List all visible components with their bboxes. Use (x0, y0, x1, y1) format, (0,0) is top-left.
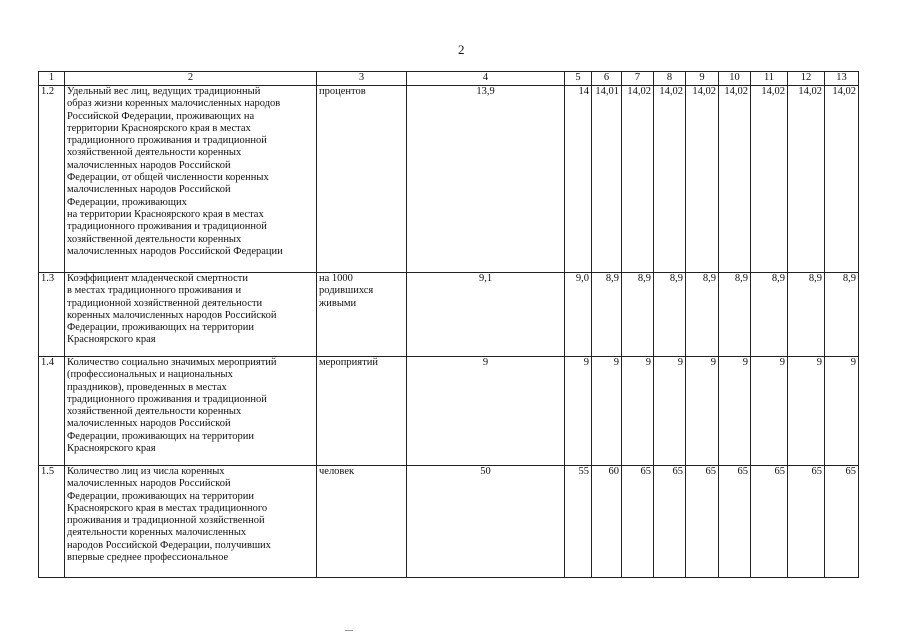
value-col-9: 9 (686, 357, 719, 466)
indicator-description (65, 466, 317, 578)
description-line: Красноярского края (67, 334, 156, 346)
value-col-12: 65 (788, 466, 825, 578)
value-col-6: 60 (592, 466, 622, 578)
value-col-8: 65 (654, 466, 686, 578)
value-col-4: 13,9 (407, 86, 565, 273)
value-col-11: 9 (751, 357, 788, 466)
description-line: (профессиональных и национальных (67, 369, 233, 381)
description-line: Удельный вес лиц, ведущих традиционный (67, 86, 261, 97)
table-row (39, 273, 859, 357)
column-number-4: 4 (407, 72, 565, 86)
value-col-5: 55 (565, 466, 592, 578)
row-number: 1.5 (39, 466, 65, 578)
column-number-row (39, 72, 859, 86)
value-col-6: 14,01 (592, 86, 622, 273)
value-col-13: 65 (825, 466, 859, 578)
value-col-7: 9 (622, 357, 654, 466)
description-line: образ жизни коренных малочисленных народов (67, 98, 281, 110)
column-number-6: 6 (592, 72, 622, 86)
description-line: традиционного проживания и традиционной (67, 393, 267, 405)
description-line: малочисленных народов Российской (67, 418, 231, 430)
description-line: территории Красноярского края в местах (67, 122, 251, 134)
unit-line: процентов (319, 86, 366, 97)
description-line: Федерации, проживающих на территории (67, 490, 254, 502)
description-line: хозяйственной деятельности коренных (67, 147, 242, 159)
unit-of-measure (317, 357, 407, 466)
unit-line: мероприятий (319, 357, 378, 368)
description-line: малочисленных народов Российской (67, 159, 231, 171)
scan-artifact (345, 630, 353, 631)
value-col-12: 8,9 (788, 273, 825, 357)
column-number-2: 2 (65, 72, 317, 86)
indicator-description (65, 273, 317, 357)
unit-line: родившихся (319, 285, 374, 297)
column-number-7: 7 (622, 72, 654, 86)
value-col-9: 8,9 (686, 273, 719, 357)
value-col-5: 9 (565, 357, 592, 466)
value-col-12: 9 (788, 357, 825, 466)
value-col-10: 8,9 (719, 273, 751, 357)
row-number: 1.4 (39, 357, 65, 466)
value-col-10: 65 (719, 466, 751, 578)
value-col-8: 14,02 (654, 86, 686, 273)
value-col-6: 9 (592, 357, 622, 466)
value-col-4: 9 (407, 357, 565, 466)
column-number-8: 8 (654, 72, 686, 86)
value-col-13: 14,02 (825, 86, 859, 273)
description-line: коренных малочисленных народов Российской (67, 309, 277, 321)
value-col-11: 8,9 (751, 273, 788, 357)
description-line: впервые среднее профессиональное (67, 552, 229, 564)
unit-line: на 1000 (319, 273, 353, 284)
description-line: хозяйственной деятельности коренных (67, 233, 242, 245)
description-line: проживания и традиционной хозяйственной (67, 515, 265, 527)
description-line: Федерации, проживающих на территории (67, 322, 254, 334)
column-number-1: 1 (39, 72, 65, 86)
column-number-13: 13 (825, 72, 859, 86)
column-number-3: 3 (317, 72, 407, 86)
description-line: Федерации, проживающих на территории (67, 430, 254, 442)
value-col-9: 65 (686, 466, 719, 578)
description-line: Федерации, от общей численности коренных (67, 172, 269, 184)
unit-of-measure (317, 86, 407, 273)
description-line: малочисленных народов Российской (67, 478, 231, 490)
table-row (39, 86, 859, 273)
unit-of-measure (317, 273, 407, 357)
indicators-table (38, 71, 859, 578)
column-number-11: 11 (751, 72, 788, 86)
description-line: Красноярского края в местах традиционного (67, 502, 268, 514)
column-number-12: 12 (788, 72, 825, 86)
value-col-8: 9 (654, 357, 686, 466)
row-number: 1.2 (39, 86, 65, 273)
description-line: хозяйственной деятельности коренных (67, 406, 242, 418)
value-col-12: 14,02 (788, 86, 825, 273)
table-row (39, 357, 859, 466)
description-line: праздников), проведенных в местах (67, 381, 227, 393)
value-col-7: 14,02 (622, 86, 654, 273)
value-col-13: 8,9 (825, 273, 859, 357)
value-col-10: 9 (719, 357, 751, 466)
value-col-8: 8,9 (654, 273, 686, 357)
table-row (39, 466, 859, 578)
value-col-9: 14,02 (686, 86, 719, 273)
unit-line: живыми (319, 297, 357, 309)
description-line: Российской Федерации, проживающих на (67, 110, 255, 122)
value-col-5: 14 (565, 86, 592, 273)
value-col-4: 9,1 (407, 273, 565, 357)
column-number-10: 10 (719, 72, 751, 86)
description-line: традиционной хозяйственной деятельности (67, 297, 263, 309)
value-col-7: 8,9 (622, 273, 654, 357)
value-col-5: 9,0 (565, 273, 592, 357)
description-line: малочисленных народов Российской (67, 184, 231, 196)
column-number-5: 5 (565, 72, 592, 86)
page-number: 2 (458, 42, 465, 57)
description-line: Федерации, проживающих (67, 196, 187, 208)
description-line: на территории Красноярского края в местах (67, 208, 264, 220)
unit-of-measure (317, 466, 407, 578)
value-col-4: 50 (407, 466, 565, 578)
description-line: в местах традиционного проживания и (67, 285, 242, 297)
value-col-6: 8,9 (592, 273, 622, 357)
description-line: Красноярского края (67, 443, 156, 455)
value-col-11: 14,02 (751, 86, 788, 273)
description-line: деятельности коренных малочисленных (67, 527, 247, 539)
column-number-9: 9 (686, 72, 719, 86)
value-col-10: 14,02 (719, 86, 751, 273)
value-col-13: 9 (825, 357, 859, 466)
value-col-7: 65 (622, 466, 654, 578)
description-line: традиционного проживания и традиционной (67, 135, 267, 147)
description-line: Коэффициент младенческой смертности (67, 273, 248, 284)
unit-line: человек (319, 466, 355, 477)
description-line: Количество лиц из числа коренных (67, 466, 225, 477)
value-col-11: 65 (751, 466, 788, 578)
indicator-description (65, 357, 317, 466)
description-line: Количество социально значимых мероприятий (67, 357, 277, 368)
indicator-description (65, 86, 317, 273)
description-line: малочисленных народов Российской Федерации (67, 245, 283, 257)
description-line: традиционного проживания и традиционной (67, 221, 267, 233)
description-line: народов Российской Федерации, получивших (67, 539, 271, 551)
row-number: 1.3 (39, 273, 65, 357)
